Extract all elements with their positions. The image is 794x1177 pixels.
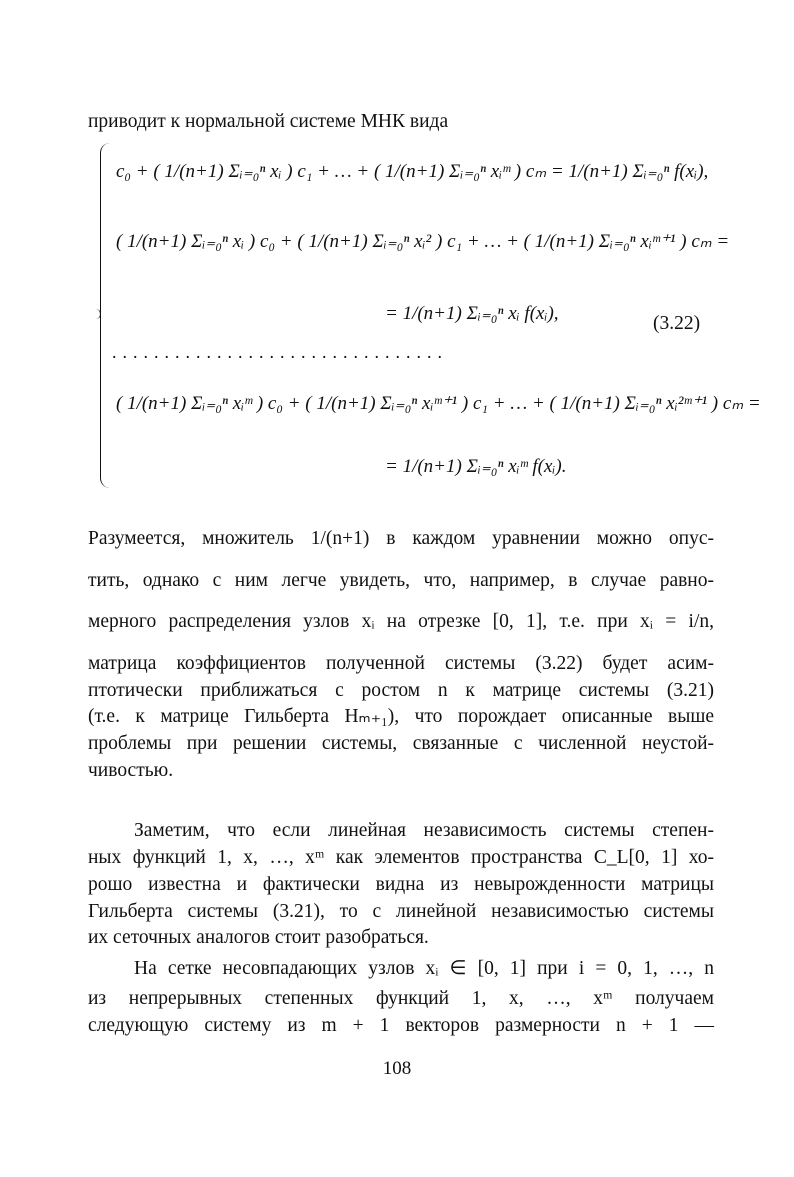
equation-row-2b: = 1/(n+1) Σᵢ₌₀ⁿ xᵢ f(xᵢ), xyxy=(385,303,559,324)
equation-row-3a: ( 1/(n+1) Σᵢ₌₀ⁿ xᵢᵐ ) c₀ + ( 1/(n+1) Σᵢ₌₀ⁿ xᵢᵐ⁺¹ ) c₁ + … + ( 1/(n+1) Σᵢ₌₀ⁿ xᵢ²ᵐ⁺¹ ) cₘ = xyxy=(116,393,761,414)
text-line: Гильберта системы (3.21), то с линейной независимостью системы xyxy=(88,901,714,922)
text-line: следующую систему из m + 1 векторов размерности n + 1 — xyxy=(88,1015,714,1036)
left-brace xyxy=(100,143,115,488)
text-line: чивостью. xyxy=(88,760,174,781)
text-line: из непрерывных степенных функций 1, x, …, xᵐ получаем xyxy=(88,988,714,1009)
text-line: птотически приближаться с ростом n к матрице системы (3.21) xyxy=(88,680,714,701)
equation-row-2a: ( 1/(n+1) Σᵢ₌₀ⁿ xᵢ ) c₀ + ( 1/(n+1) Σᵢ₌₀ⁿ xᵢ² ) c₁ + … + ( 1/(n+1) Σᵢ₌₀ⁿ xᵢᵐ⁺¹ ) cₘ = xyxy=(116,231,730,252)
equation-dots: ................................ xyxy=(112,342,448,362)
text-line: ных функций 1, x, …, xᵐ как элементов пространства C_L[0, 1] хо- xyxy=(88,847,714,868)
equation-row-3b: = 1/(n+1) Σᵢ₌₀ⁿ xᵢᵐ f(xᵢ). xyxy=(385,456,567,477)
page-number: 108 xyxy=(382,1058,412,1079)
text-line: мерного распределения узлов xᵢ на отрезке [0, 1], т.е. при xᵢ = i/n, xyxy=(88,611,714,632)
text-line: Заметим, что если линейная независимость системы степен- xyxy=(134,820,714,841)
text-line: рошо известна и фактически видна из невырожденности матрицы xyxy=(88,874,714,895)
text-line: их сеточных аналогов стоит разобраться. xyxy=(88,927,429,948)
text-line: Разумеется, множитель 1/(n+1) в каждом уравнении можно опус- xyxy=(88,528,714,549)
text-line: матрица коэффициентов полученной системы (3.22) будет асим- xyxy=(88,653,714,674)
text-line: (т.е. к матрице Гильберта Hₘ₊₁), что порождает описанные выше xyxy=(88,706,714,727)
text-line: проблемы при решении системы, связанные с численной неустой- xyxy=(88,733,714,754)
equation-row-1: c₀ + ( 1/(n+1) Σᵢ₌₀ⁿ xᵢ ) c₁ + … + ( 1/(n+1) Σᵢ₌₀ⁿ xᵢᵐ ) cₘ = 1/(n+1) Σᵢ₌₀ⁿ f(xᵢ), xyxy=(116,161,709,182)
intro-line: приводит к нормальной системе МНК вида xyxy=(88,111,449,132)
equation-number: (3.22) xyxy=(653,313,701,334)
text-line: тить, однако с ним легче увидеть, что, например, в случае равно- xyxy=(88,570,714,591)
text-line: На сетке несовпадающих узлов xᵢ ∈ [0, 1] при i = 0, 1, …, n xyxy=(134,958,714,979)
